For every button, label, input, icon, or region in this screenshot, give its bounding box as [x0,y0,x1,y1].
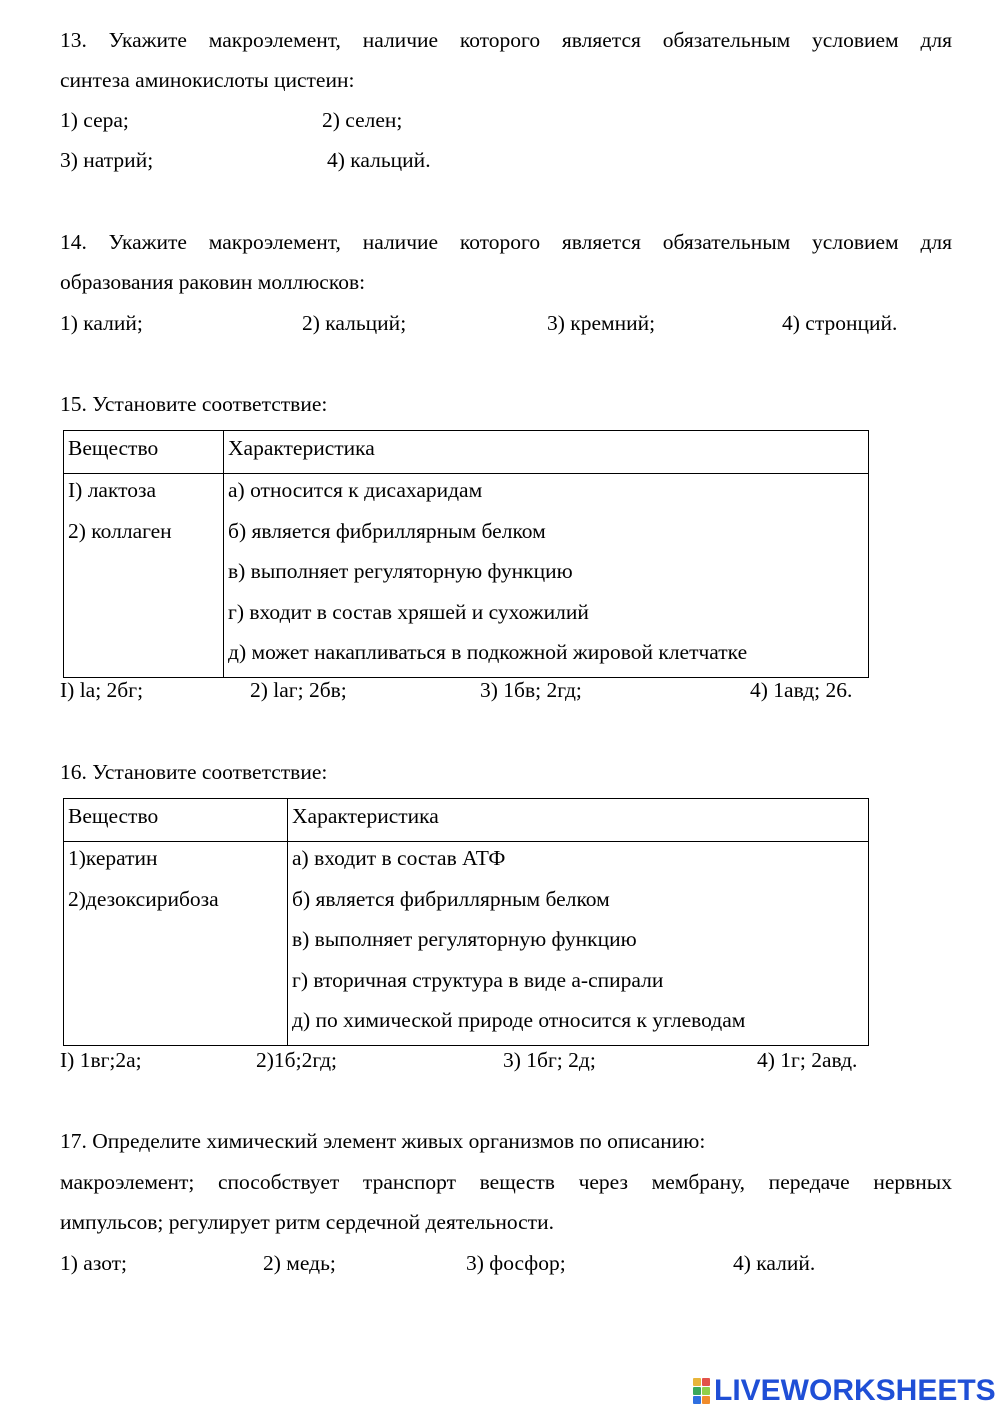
q16-option-2: 2)1б;2гд; [256,1048,337,1072]
q15-match-table [63,430,869,678]
logo-block-1 [693,1378,701,1386]
q15-header-substance: Вещество [64,431,224,474]
q15-char-a: а) относится к дисахаридам [228,478,483,502]
q17-option-2: 2) медь; [263,1251,336,1275]
q16-table-body-row [64,842,869,1046]
q16-char-b: б) является фибриллярным белком [292,886,610,911]
q16-char-d: г) вторичная структура в виде а-спирали [292,967,664,992]
q14-option-1: 1) калий; [60,311,143,335]
q17-text-line3: импульсов; регулирует ритм сердечной деятельности. [60,1210,554,1234]
q15-table-header-row [64,431,869,474]
q16-substance-1: 1)кератин [68,846,158,870]
q13-text-line2: синтеза аминокислоты цистеин: [60,68,355,92]
q13-option-3: 3) натрий; [60,148,154,172]
q16-char-a: а) входит в состав АТФ [292,846,506,870]
logo-block-5 [693,1396,701,1404]
q16-match-table [63,798,869,1046]
q14-option-2: 2) кальций; [302,311,407,335]
q17-option-1: 1) азот; [60,1251,128,1275]
q15-characteristics-cell [224,474,869,678]
q15-header-characteristic: Характеристика [224,431,869,474]
logo-text: LIVEWORKSHEETS [714,1374,996,1407]
logo-block-4 [702,1387,710,1395]
q13-option-2: 2) селен; [322,108,403,132]
q14-text-line2: образования раковин моллюсков: [60,270,366,294]
liveworksheets-logo [693,1374,996,1408]
q17-text-line1: 17. Определите химический элемент живых организмов по описанию: [60,1129,706,1153]
q15-char-b: б) является фибриллярным белком [228,518,546,543]
q15-option-2: 2) lаг; 2бв; [250,678,347,702]
q15-char-e: д) может накапливаться в подкожной жировой клетчатке [228,640,748,665]
q14-option-3: 3) кремний; [547,311,656,335]
q16-char-c: в) выполняет регуляторную функцию [292,927,637,952]
q15-option-1: I) la; 2бг; [60,678,144,702]
q15-substance-2: 2) коллаген [68,518,172,543]
logo-block-2 [702,1378,710,1386]
q16-header-characteristic: Характеристика [288,799,869,842]
q15-char-d: г) входит в состав хряшей и сухожилий [228,599,589,624]
q15-substance-1: I) лактоза [68,478,157,502]
q16-option-1: I) 1вг;2а; [60,1048,142,1072]
q15-option-4: 4) 1авд; 26. [750,678,853,702]
q15-char-c: в) выполняет регуляторную функцию [228,559,573,584]
q17-text-line2: макроэлемент; способствует транспорт веществ через мембрану, передаче нервных [60,1170,952,1194]
q16-substances-cell [64,842,288,1046]
logo-block-3 [693,1387,701,1395]
q14-option-4: 4) стронций. [782,311,898,335]
q17-option-4: 4) калий. [733,1251,816,1275]
q16-header-substance: Вещество [64,799,288,842]
q15-title: 15. Установите соответствие: [60,392,328,416]
q16-option-3: 3) 1бг; 2д; [503,1048,596,1072]
q16-option-4: 4) 1г; 2авд. [757,1048,858,1072]
liveworksheets-blocks-icon [693,1378,710,1404]
q15-substances-cell [64,474,224,678]
q16-characteristics-cell [288,842,869,1046]
q13-option-1: 1) сера; [60,108,129,132]
q16-substance-2: 2)дезоксирибоза [68,886,219,911]
q17-option-3: 3) фосфор; [466,1251,566,1275]
q16-char-e: д) по химической природе относится к углеводам [292,1008,746,1033]
q13-option-4: 4) кальций. [327,148,431,172]
q13-text-line1: 13. Укажите макроэлемент, наличие которого является обязательным условием для [60,28,952,52]
q16-table-header-row [64,799,869,842]
q15-table-body-row [64,474,869,678]
q15-option-3: 3) 1бв; 2гд; [480,678,582,702]
logo-block-6 [702,1396,710,1404]
q16-title: 16. Установите соответствие: [60,760,328,784]
q14-text-line1: 14. Укажите макроэлемент, наличие которого является обязательным условием для [60,230,952,254]
